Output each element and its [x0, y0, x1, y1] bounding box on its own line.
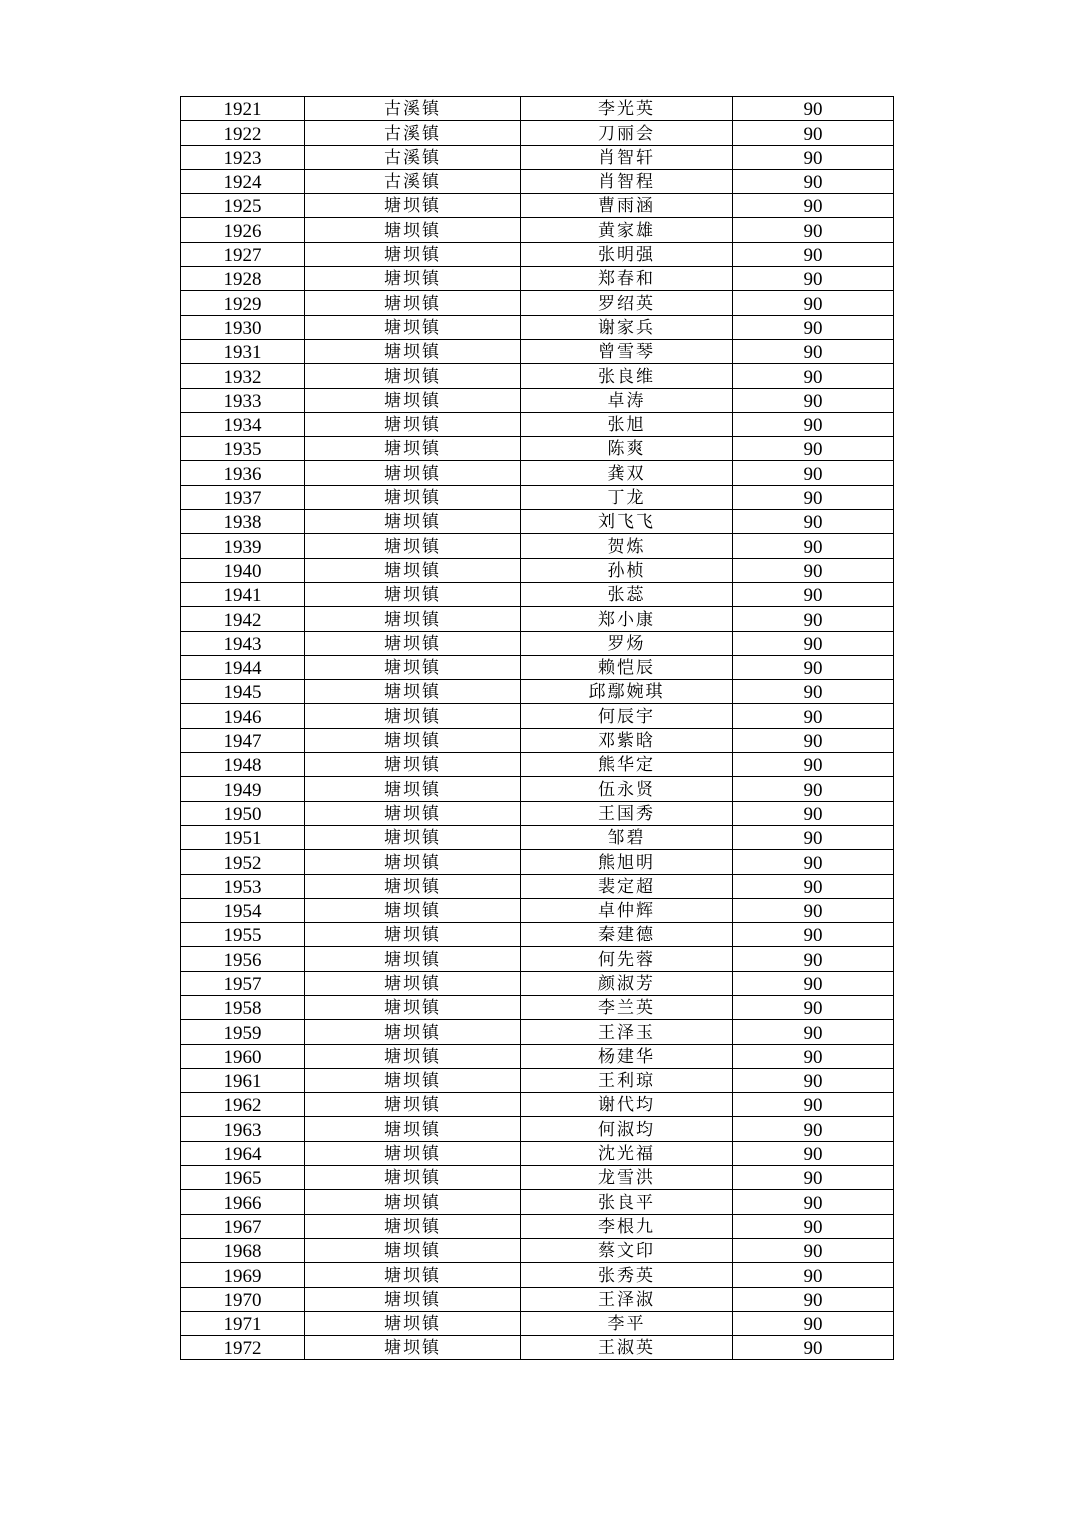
- table-row: [181, 1093, 894, 1117]
- row-number-cell: 1936: [181, 461, 305, 485]
- town-cell: 塘坝镇: [305, 388, 521, 412]
- score-cell: 90: [733, 461, 894, 485]
- town-cell: 塘坝镇: [305, 923, 521, 947]
- name-cell: 黄家雄: [521, 218, 733, 242]
- table-row: [181, 558, 894, 582]
- town-cell: 塘坝镇: [305, 1287, 521, 1311]
- town-cell: 塘坝镇: [305, 339, 521, 363]
- score-cell: 90: [733, 534, 894, 558]
- score-cell: 90: [733, 1020, 894, 1044]
- town-cell: 塘坝镇: [305, 777, 521, 801]
- table-row: [181, 728, 894, 752]
- town-cell: 古溪镇: [305, 121, 521, 145]
- score-cell: 90: [733, 121, 894, 145]
- score-cell: 90: [733, 485, 894, 509]
- row-number-cell: 1956: [181, 947, 305, 971]
- row-number-cell: 1924: [181, 169, 305, 193]
- row-number-cell: 1961: [181, 1068, 305, 1092]
- score-cell: 90: [733, 1093, 894, 1117]
- table-row: [181, 267, 894, 291]
- table-row: [181, 971, 894, 995]
- name-cell: 刀丽会: [521, 121, 733, 145]
- table-row: [181, 315, 894, 339]
- town-cell: 塘坝镇: [305, 194, 521, 218]
- name-cell: 卓仲辉: [521, 898, 733, 922]
- table-body: [181, 97, 894, 1360]
- name-cell: 孙桢: [521, 558, 733, 582]
- row-number-cell: 1946: [181, 704, 305, 728]
- name-cell: 郑小康: [521, 607, 733, 631]
- row-number-cell: 1950: [181, 801, 305, 825]
- table-row: [181, 461, 894, 485]
- table-row: [181, 777, 894, 801]
- table-row: [181, 145, 894, 169]
- table-row: [181, 1141, 894, 1165]
- row-number-cell: 1972: [181, 1336, 305, 1360]
- row-number-cell: 1939: [181, 534, 305, 558]
- name-cell: 张良平: [521, 1190, 733, 1214]
- row-number-cell: 1933: [181, 388, 305, 412]
- name-cell: 龙雪洪: [521, 1166, 733, 1190]
- score-cell: 90: [733, 655, 894, 679]
- name-cell: 郑春和: [521, 267, 733, 291]
- row-number-cell: 1967: [181, 1214, 305, 1238]
- town-cell: 塘坝镇: [305, 267, 521, 291]
- row-number-cell: 1931: [181, 339, 305, 363]
- name-cell: 谢代均: [521, 1093, 733, 1117]
- table-row: [181, 1287, 894, 1311]
- score-cell: 90: [733, 339, 894, 363]
- row-number-cell: 1943: [181, 631, 305, 655]
- table-row: [181, 898, 894, 922]
- town-cell: 塘坝镇: [305, 753, 521, 777]
- score-cell: 90: [733, 995, 894, 1019]
- score-cell: 90: [733, 1117, 894, 1141]
- score-cell: 90: [733, 947, 894, 971]
- row-number-cell: 1921: [181, 97, 305, 121]
- town-cell: 塘坝镇: [305, 364, 521, 388]
- row-number-cell: 1962: [181, 1093, 305, 1117]
- table-row: [181, 97, 894, 121]
- name-cell: 何淑均: [521, 1117, 733, 1141]
- town-cell: 塘坝镇: [305, 898, 521, 922]
- score-cell: 90: [733, 704, 894, 728]
- row-number-cell: 1935: [181, 437, 305, 461]
- score-cell: 90: [733, 194, 894, 218]
- row-number-cell: 1963: [181, 1117, 305, 1141]
- town-cell: 塘坝镇: [305, 680, 521, 704]
- row-number-cell: 1948: [181, 753, 305, 777]
- table-row: [181, 1117, 894, 1141]
- town-cell: 塘坝镇: [305, 995, 521, 1019]
- score-cell: 90: [733, 169, 894, 193]
- town-cell: 塘坝镇: [305, 947, 521, 971]
- row-number-cell: 1959: [181, 1020, 305, 1044]
- name-cell: 王利琼: [521, 1068, 733, 1092]
- town-cell: 塘坝镇: [305, 1190, 521, 1214]
- score-cell: 90: [733, 510, 894, 534]
- score-cell: 90: [733, 825, 894, 849]
- table-row: [181, 169, 894, 193]
- table-row: [181, 1238, 894, 1262]
- row-number-cell: 1957: [181, 971, 305, 995]
- row-number-cell: 1926: [181, 218, 305, 242]
- row-number-cell: 1960: [181, 1044, 305, 1068]
- town-cell: 塘坝镇: [305, 534, 521, 558]
- table-row: [181, 947, 894, 971]
- town-cell: 塘坝镇: [305, 461, 521, 485]
- town-cell: 塘坝镇: [305, 1166, 521, 1190]
- name-cell: 颜淑芳: [521, 971, 733, 995]
- score-cell: 90: [733, 242, 894, 266]
- table-row: [181, 291, 894, 315]
- score-cell: 90: [733, 1068, 894, 1092]
- row-number-cell: 1947: [181, 728, 305, 752]
- row-number-cell: 1923: [181, 145, 305, 169]
- table-row: [181, 218, 894, 242]
- score-cell: 90: [733, 291, 894, 315]
- row-number-cell: 1927: [181, 242, 305, 266]
- table-row: [181, 1311, 894, 1335]
- town-cell: 塘坝镇: [305, 1336, 521, 1360]
- row-number-cell: 1970: [181, 1287, 305, 1311]
- town-cell: 塘坝镇: [305, 291, 521, 315]
- row-number-cell: 1932: [181, 364, 305, 388]
- name-cell: 何先蓉: [521, 947, 733, 971]
- table-row: [181, 753, 894, 777]
- table-row: [181, 801, 894, 825]
- row-number-cell: 1925: [181, 194, 305, 218]
- score-cell: 90: [733, 1238, 894, 1262]
- score-cell: 90: [733, 582, 894, 606]
- name-cell: 李平: [521, 1311, 733, 1335]
- town-cell: 塘坝镇: [305, 315, 521, 339]
- row-number-cell: 1971: [181, 1311, 305, 1335]
- data-table: [180, 96, 894, 1360]
- town-cell: 塘坝镇: [305, 218, 521, 242]
- row-number-cell: 1951: [181, 825, 305, 849]
- name-cell: 张旭: [521, 412, 733, 436]
- name-cell: 龚双: [521, 461, 733, 485]
- name-cell: 肖智轩: [521, 145, 733, 169]
- name-cell: 罗绍英: [521, 291, 733, 315]
- town-cell: 塘坝镇: [305, 242, 521, 266]
- name-cell: 裴定超: [521, 874, 733, 898]
- table-row: [181, 412, 894, 436]
- table-row: [181, 510, 894, 534]
- row-number-cell: 1949: [181, 777, 305, 801]
- score-cell: 90: [733, 1287, 894, 1311]
- table-row: [181, 1190, 894, 1214]
- town-cell: 塘坝镇: [305, 558, 521, 582]
- table-row: [181, 1020, 894, 1044]
- town-cell: 塘坝镇: [305, 1311, 521, 1335]
- name-cell: 丁龙: [521, 485, 733, 509]
- row-number-cell: 1938: [181, 510, 305, 534]
- name-cell: 何辰宇: [521, 704, 733, 728]
- score-cell: 90: [733, 1190, 894, 1214]
- row-number-cell: 1944: [181, 655, 305, 679]
- town-cell: 古溪镇: [305, 145, 521, 169]
- table-row: [181, 631, 894, 655]
- town-cell: 塘坝镇: [305, 412, 521, 436]
- score-cell: 90: [733, 898, 894, 922]
- score-cell: 90: [733, 364, 894, 388]
- name-cell: 曹雨涵: [521, 194, 733, 218]
- town-cell: 塘坝镇: [305, 655, 521, 679]
- score-cell: 90: [733, 607, 894, 631]
- name-cell: 王淑英: [521, 1336, 733, 1360]
- score-cell: 90: [733, 1166, 894, 1190]
- table-row: [181, 194, 894, 218]
- row-number-cell: 1941: [181, 582, 305, 606]
- table-row: [181, 1068, 894, 1092]
- town-cell: 塘坝镇: [305, 801, 521, 825]
- score-cell: 90: [733, 558, 894, 582]
- town-cell: 古溪镇: [305, 169, 521, 193]
- score-cell: 90: [733, 680, 894, 704]
- row-number-cell: 1969: [181, 1263, 305, 1287]
- score-cell: 90: [733, 874, 894, 898]
- table-row: [181, 1166, 894, 1190]
- score-cell: 90: [733, 728, 894, 752]
- name-cell: 邱鄢婉琪: [521, 680, 733, 704]
- name-cell: 蔡文印: [521, 1238, 733, 1262]
- score-cell: 90: [733, 437, 894, 461]
- town-cell: 塘坝镇: [305, 1068, 521, 1092]
- town-cell: 塘坝镇: [305, 1214, 521, 1238]
- table-row: [181, 1044, 894, 1068]
- table-row: [181, 923, 894, 947]
- row-number-cell: 1942: [181, 607, 305, 631]
- score-cell: 90: [733, 97, 894, 121]
- score-cell: 90: [733, 1044, 894, 1068]
- row-number-cell: 1958: [181, 995, 305, 1019]
- table-row: [181, 1214, 894, 1238]
- name-cell: 邓紫晗: [521, 728, 733, 752]
- table-row: [181, 995, 894, 1019]
- town-cell: 塘坝镇: [305, 1141, 521, 1165]
- town-cell: 塘坝镇: [305, 1263, 521, 1287]
- table-row: [181, 242, 894, 266]
- name-cell: 李根九: [521, 1214, 733, 1238]
- score-cell: 90: [733, 801, 894, 825]
- town-cell: 塘坝镇: [305, 1020, 521, 1044]
- town-cell: 塘坝镇: [305, 971, 521, 995]
- town-cell: 塘坝镇: [305, 704, 521, 728]
- name-cell: 伍永贤: [521, 777, 733, 801]
- town-cell: 塘坝镇: [305, 607, 521, 631]
- row-number-cell: 1968: [181, 1238, 305, 1262]
- score-cell: 90: [733, 1336, 894, 1360]
- town-cell: 古溪镇: [305, 97, 521, 121]
- name-cell: 王国秀: [521, 801, 733, 825]
- score-cell: 90: [733, 315, 894, 339]
- score-cell: 90: [733, 1311, 894, 1335]
- name-cell: 张良维: [521, 364, 733, 388]
- name-cell: 李兰英: [521, 995, 733, 1019]
- table-row: [181, 655, 894, 679]
- town-cell: 塘坝镇: [305, 1238, 521, 1262]
- town-cell: 塘坝镇: [305, 825, 521, 849]
- name-cell: 张明强: [521, 242, 733, 266]
- name-cell: 卓涛: [521, 388, 733, 412]
- row-number-cell: 1965: [181, 1166, 305, 1190]
- row-number-cell: 1954: [181, 898, 305, 922]
- table-row: [181, 1263, 894, 1287]
- score-cell: 90: [733, 412, 894, 436]
- town-cell: 塘坝镇: [305, 631, 521, 655]
- table-row: [181, 874, 894, 898]
- town-cell: 塘坝镇: [305, 437, 521, 461]
- score-cell: 90: [733, 777, 894, 801]
- score-cell: 90: [733, 388, 894, 412]
- table-row: [181, 1336, 894, 1360]
- score-cell: 90: [733, 145, 894, 169]
- table-row: [181, 534, 894, 558]
- score-cell: 90: [733, 631, 894, 655]
- row-number-cell: 1930: [181, 315, 305, 339]
- row-number-cell: 1922: [181, 121, 305, 145]
- row-number-cell: 1955: [181, 923, 305, 947]
- table-row: [181, 825, 894, 849]
- score-cell: 90: [733, 218, 894, 242]
- name-cell: 赖恺辰: [521, 655, 733, 679]
- name-cell: 李光英: [521, 97, 733, 121]
- table-row: [181, 485, 894, 509]
- score-cell: 90: [733, 971, 894, 995]
- town-cell: 塘坝镇: [305, 1093, 521, 1117]
- name-cell: 罗炀: [521, 631, 733, 655]
- name-cell: 张蕊: [521, 582, 733, 606]
- table-row: [181, 607, 894, 631]
- name-cell: 熊旭明: [521, 850, 733, 874]
- name-cell: 贺炼: [521, 534, 733, 558]
- name-cell: 曾雪琴: [521, 339, 733, 363]
- name-cell: 王泽淑: [521, 1287, 733, 1311]
- table-row: [181, 121, 894, 145]
- row-number-cell: 1945: [181, 680, 305, 704]
- score-cell: 90: [733, 267, 894, 291]
- score-cell: 90: [733, 1263, 894, 1287]
- town-cell: 塘坝镇: [305, 728, 521, 752]
- score-cell: 90: [733, 1141, 894, 1165]
- table-row: [181, 339, 894, 363]
- row-number-cell: 1940: [181, 558, 305, 582]
- table-row: [181, 680, 894, 704]
- row-number-cell: 1953: [181, 874, 305, 898]
- name-cell: 刘飞飞: [521, 510, 733, 534]
- row-number-cell: 1937: [181, 485, 305, 509]
- name-cell: 邹碧: [521, 825, 733, 849]
- table-row: [181, 850, 894, 874]
- table-row: [181, 704, 894, 728]
- name-cell: 肖智程: [521, 169, 733, 193]
- name-cell: 熊华定: [521, 753, 733, 777]
- town-cell: 塘坝镇: [305, 582, 521, 606]
- town-cell: 塘坝镇: [305, 1044, 521, 1068]
- score-cell: 90: [733, 753, 894, 777]
- town-cell: 塘坝镇: [305, 874, 521, 898]
- score-cell: 90: [733, 923, 894, 947]
- name-cell: 王泽玉: [521, 1020, 733, 1044]
- row-number-cell: 1952: [181, 850, 305, 874]
- row-number-cell: 1928: [181, 267, 305, 291]
- row-number-cell: 1934: [181, 412, 305, 436]
- town-cell: 塘坝镇: [305, 850, 521, 874]
- score-cell: 90: [733, 850, 894, 874]
- score-cell: 90: [733, 1214, 894, 1238]
- town-cell: 塘坝镇: [305, 485, 521, 509]
- table-row: [181, 437, 894, 461]
- name-cell: 张秀英: [521, 1263, 733, 1287]
- table-row: [181, 388, 894, 412]
- name-cell: 沈光福: [521, 1141, 733, 1165]
- town-cell: 塘坝镇: [305, 1117, 521, 1141]
- row-number-cell: 1929: [181, 291, 305, 315]
- town-cell: 塘坝镇: [305, 510, 521, 534]
- table-row: [181, 582, 894, 606]
- name-cell: 秦建德: [521, 923, 733, 947]
- row-number-cell: 1966: [181, 1190, 305, 1214]
- table-row: [181, 364, 894, 388]
- name-cell: 陈爽: [521, 437, 733, 461]
- name-cell: 杨建华: [521, 1044, 733, 1068]
- name-cell: 谢家兵: [521, 315, 733, 339]
- row-number-cell: 1964: [181, 1141, 305, 1165]
